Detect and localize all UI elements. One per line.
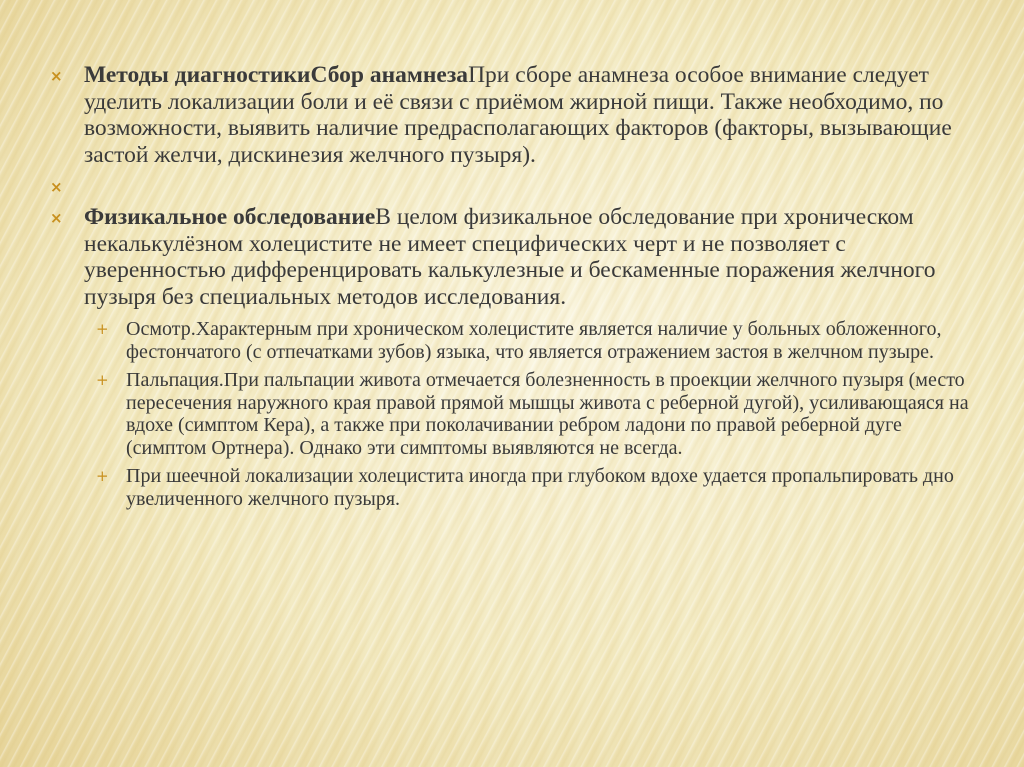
plus-bullet-icon: + [96, 320, 109, 338]
item-heading: Физикальное обследование [84, 204, 376, 230]
item-heading: Методы диагностикиСбор анамнеза [84, 62, 469, 88]
slide-content [50, 62, 970, 516]
x-bullet-icon: × [50, 209, 63, 227]
sub-item-text: При шеечной локализации холецистита иногда при глубоком вдохе удается пропальпировать дно увеличенного желчного пузыря. [126, 465, 954, 510]
bullet-item-diagnostics [50, 62, 970, 168]
x-bullet-icon: × [50, 67, 63, 85]
bullet-item-physical-exam [50, 204, 970, 310]
item-text: При сборе анамнеза особое внимание следует уделить локализации боли и её связи с приёмом жирной пищи. Также необходимо, по возможности, выявить наличие предрасполагающих факторов (факторы, вызывающие застой желчи, дискинезия желчного пузыря). [84, 62, 952, 168]
item-text: В целом физикальное обследование при хроническом некалькулёзном холецистите не имеет специфических черт и не позволяет с уверенностью дифференцировать калькулезные и бескаменные поражения желчного пузыря без специальных методов исследования. [84, 204, 936, 310]
sub-item-text: Пальпация.При пальпации живота отмечается болезненность в проекции желчного пузыря (место пересечения наружного края правой прямой мышцы живота с реберной дугой), усиливающаяся на вдохе (симптом Кера), а также при поколачивании ребром ладони по правой реберной дуге (симптом Ортнера). Однако эти симптомы выявляются не всегда. [126, 369, 969, 459]
sub-list [50, 318, 970, 510]
x-bullet-icon: × [50, 178, 63, 196]
sub-item-cervical [50, 465, 970, 510]
sub-item-inspection [50, 318, 970, 363]
plus-bullet-icon: + [96, 371, 109, 389]
sub-item-palpation [50, 369, 970, 459]
bullet-item-empty [50, 173, 970, 199]
plus-bullet-icon: + [96, 467, 109, 485]
sub-item-text: Осмотр.Характерным при хроническом холецистите является наличие у больных обложенного, фестончатого (с отпечатками зубов) языка, что является отражением застоя в желчном пузыре. [126, 318, 942, 363]
